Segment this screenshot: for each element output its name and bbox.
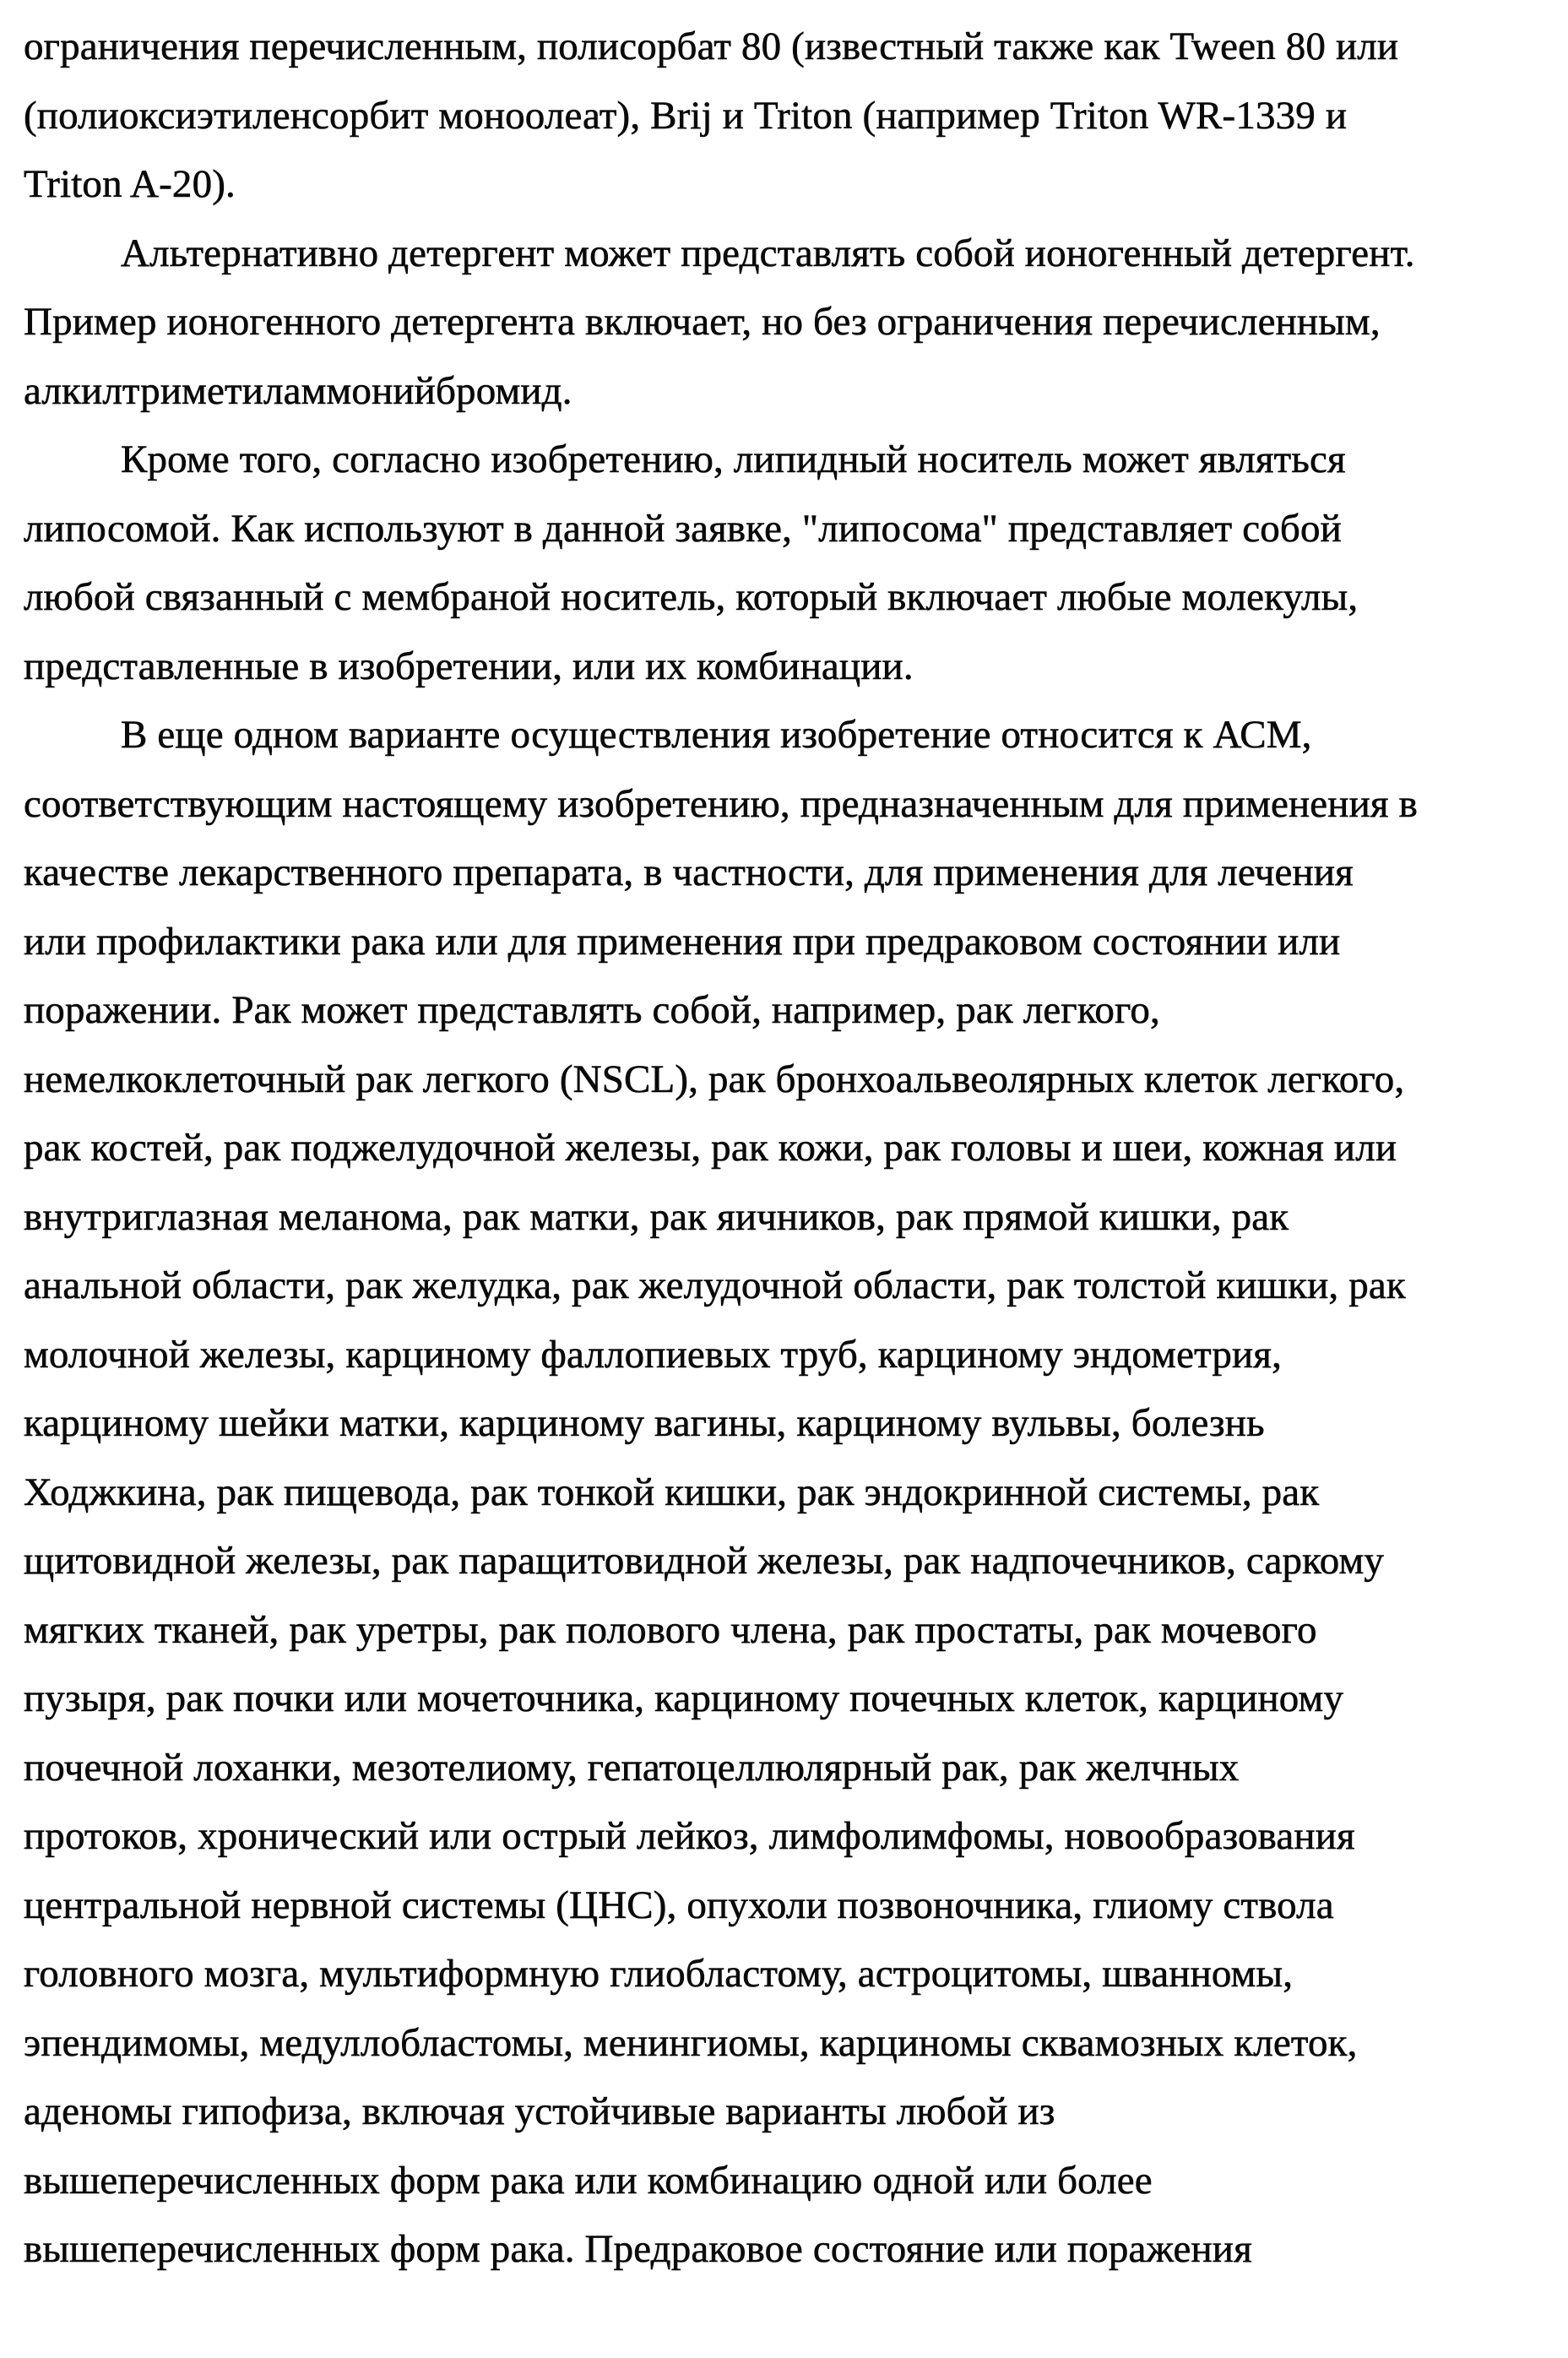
- text-line: Ходжкина, рак пищевода, рак тонкой кишки, рак эндокринной системы, рак: [24, 1470, 1320, 1514]
- paragraph-first-line: Альтернативно детергент может представлять собой ионогенный детергент.: [121, 231, 1415, 275]
- text-line: карциному шейки матки, карциному вагины, карциному вульвы, болезнь: [24, 1401, 1265, 1445]
- text-line: вышеперечисленных форм рака. Предраковое состояние или поражения: [24, 2227, 1252, 2271]
- text-line: пузыря, рак почки или мочеточника, карциному почечных клеток, карциному: [24, 1676, 1344, 1720]
- text-line: ограничения перечисленным, полисорбат 80 (известный также как Tween 80 или: [24, 24, 1399, 68]
- text-line: представленные в изобретении, или их комбинации.: [24, 644, 914, 688]
- text-line: аденомы гипофиза, включая устойчивые варианты любой из: [24, 2089, 1055, 2133]
- paragraph-first-line: Кроме того, согласно изобретению, липидный носитель может являться: [121, 437, 1346, 481]
- text-line: внутриглазная меланома, рак матки, рак яичников, рак прямой кишки, рак: [24, 1194, 1289, 1239]
- text-line: центральной нервной системы (ЦНС), опухоли позвоночника, глиому ствола: [24, 1883, 1334, 1927]
- text-line: почечной лоханки, мезотелиому, гепатоцеллюлярный рак, рак желчных: [24, 1745, 1240, 1790]
- text-line: соответствующим настоящему изобретению, предназначенным для применения в: [24, 781, 1418, 826]
- document-body-text: [24, 13, 1552, 2285]
- text-line: любой связанный с мембраной носитель, который включает любые молекулы,: [24, 575, 1359, 619]
- text-line: алкилтриметиламмонийбромид.: [24, 368, 572, 413]
- text-line: головного мозга, мультиформную глиобластому, астроцитомы, шванномы,: [24, 1952, 1294, 1996]
- text-line: (полиоксиэтиленсорбит моноолеат), Brij и Triton (например Triton WR-1339 и: [24, 93, 1348, 138]
- text-line: молочной железы, карциному фаллопиевых труб, карциному эндометрия,: [24, 1332, 1282, 1377]
- text-line: вышеперечисленных форм рака или комбинацию одной или более: [24, 2158, 1153, 2203]
- text-line: щитовидной железы, рак паращитовидной железы, рак надпочечников, саркому: [24, 1539, 1385, 1583]
- text-line: немелкоклеточный рак легкого (NSCL), рак бронхоальвеолярных клеток легкого,: [24, 1057, 1405, 1101]
- paragraph-first-line: В еще одном варианте осуществления изобретение относится к АСМ,: [121, 713, 1312, 757]
- text-line: липосомой. Как используют в данной заявке, "липосома" представляет собой: [24, 506, 1342, 551]
- text-line: анальной области, рак желудка, рак желудочной области, рак толстой кишки, рак: [24, 1263, 1406, 1307]
- text-line: рак костей, рак поджелудочной железы, рак кожи, рак головы и шеи, кожная или: [24, 1126, 1397, 1170]
- text-line: Triton A-20).: [24, 162, 236, 206]
- text-line: или профилактики рака или для применения при предраковом состоянии или: [24, 919, 1341, 964]
- text-line: эпендимомы, медуллобластомы, менингиомы, карциномы сквамозных клеток,: [24, 2020, 1358, 2065]
- text-line: мягких тканей, рак уретры, рак полового члена, рак простаты, рак мочевого: [24, 1607, 1317, 1652]
- text-line: качестве лекарственного препарата, в частности, для применения для лечения: [24, 850, 1354, 894]
- text-line: Пример ионогенного детергента включает, но без ограничения перечисленным,: [24, 300, 1381, 344]
- text-line: поражении. Рак может представлять собой, например, рак легкого,: [24, 988, 1160, 1032]
- text-line: протоков, хронический или острый лейкоз, лимфолимфомы, новообразования: [24, 1814, 1355, 1858]
